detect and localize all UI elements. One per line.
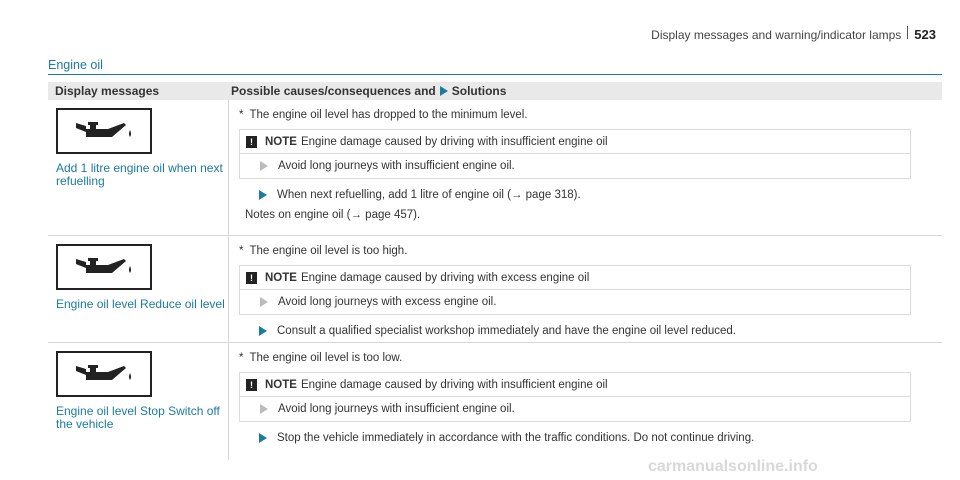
action-line [239, 189, 934, 201]
note-text: Engine damage caused by driving with insufficient engine oil [300, 378, 608, 391]
message-text: Add 1 litre engine oil when next refuelling [56, 161, 223, 188]
cause-text: The engine oil level has dropped to the minimum level. [249, 109, 528, 121]
watermark: carmanualsonline.info [648, 458, 818, 475]
oil-can-icon [56, 108, 152, 154]
cause-marker: * [239, 245, 244, 257]
message-cell [48, 100, 229, 235]
cause-cell [229, 100, 942, 235]
action-line [239, 432, 934, 444]
note-action-text: Avoid long journeys with insufficient engine oil. [278, 403, 515, 415]
note-action [240, 397, 910, 421]
table-header [48, 82, 942, 100]
grey-triangle-icon [260, 161, 268, 171]
grey-triangle-icon [260, 297, 268, 307]
cause-marker: * [239, 109, 244, 121]
grey-triangle-icon [260, 404, 268, 414]
note-box [239, 129, 911, 179]
note-header [240, 266, 910, 290]
note-action-text: Avoid long journeys with excess engine oil. [278, 296, 497, 308]
message-cell [48, 343, 229, 460]
message-text: Engine oil level Reduce oil level [56, 297, 225, 311]
note-label: NOTE [265, 135, 297, 148]
play-triangle-icon [259, 326, 267, 336]
note-text: Engine damage caused by driving with insufficient engine oil [300, 135, 608, 148]
header-causes-label: Possible causes/consequences and [231, 84, 436, 98]
note-header [240, 373, 910, 397]
note-box [239, 265, 911, 315]
table-row [48, 236, 942, 343]
action-line [239, 325, 934, 337]
warning-icon: ! [246, 136, 257, 148]
page-number: 523 [914, 27, 936, 42]
header-display-messages: Display messages [55, 84, 160, 98]
table-row [48, 100, 942, 236]
messages-table [48, 82, 942, 460]
cause-line [239, 245, 934, 257]
cause-cell [229, 343, 942, 460]
note-action [240, 154, 910, 178]
section-rule [48, 74, 942, 75]
play-triangle-icon [259, 190, 267, 200]
play-triangle-icon [259, 433, 267, 443]
action-text: Stop the vehicle immediately in accordance with the traffic conditions. Do not continue driving. [277, 432, 755, 444]
running-title: Display messages and warning/indicator lamps [651, 28, 902, 42]
action-text: Consult a qualified specialist workshop immediately and have the engine oil level reduced. [277, 325, 736, 337]
note-text: Engine damage caused by driving with excess engine oil [300, 271, 590, 284]
cause-text: The engine oil level is too low. [249, 352, 403, 364]
running-head [651, 26, 936, 42]
note-label: NOTE [265, 271, 297, 284]
message-cell [48, 236, 229, 342]
cause-text: The engine oil level is too high. [249, 245, 408, 257]
running-separator [907, 26, 908, 39]
warning-icon: ! [246, 272, 257, 284]
cause-line [239, 109, 934, 121]
cause-marker: * [239, 352, 244, 364]
note-label: NOTE [265, 378, 297, 391]
header-causes-solutions [221, 84, 506, 98]
section-title: Engine oil [48, 58, 103, 72]
oil-can-icon [56, 244, 152, 290]
oil-can-icon [56, 351, 152, 397]
cause-cell [229, 236, 942, 342]
note-action-text: Avoid long journeys with insufficient engine oil. [278, 160, 515, 172]
note-box [239, 372, 911, 422]
extra-note: Notes on engine oil (→ page 457). [245, 209, 421, 221]
table-row [48, 343, 942, 460]
message-text: Engine oil level Stop Switch off the vehicle [56, 404, 220, 431]
header-solutions-label: Solutions [451, 84, 507, 98]
note-header [240, 130, 910, 154]
note-action [240, 290, 910, 314]
play-triangle-icon [440, 86, 448, 96]
cause-line [239, 352, 934, 364]
action-text: When next refuelling, add 1 litre of engine oil (→ page 318). [277, 189, 581, 201]
warning-icon: ! [246, 379, 257, 391]
